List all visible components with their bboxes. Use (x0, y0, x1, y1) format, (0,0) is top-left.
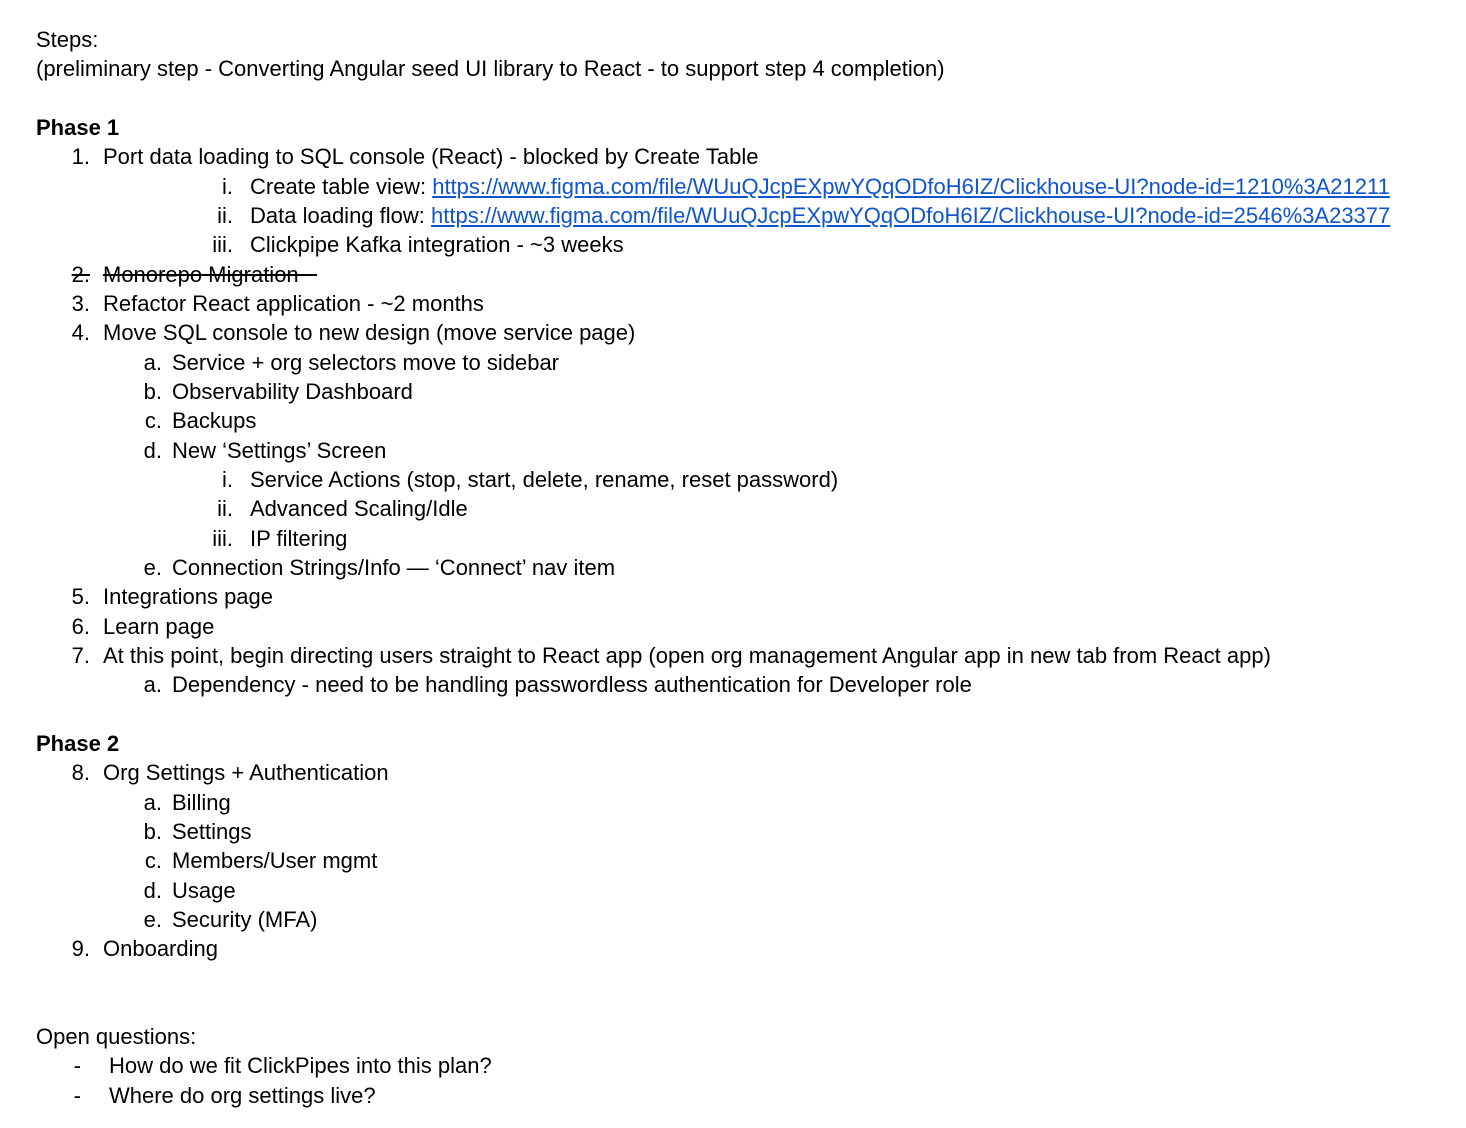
list-item (36, 201, 1436, 230)
blank-line (36, 964, 1436, 993)
list-item-text (250, 172, 1390, 201)
list-item (36, 377, 1436, 406)
list-marker: i. (222, 466, 233, 492)
list-marker: 2. (71, 261, 90, 287)
list-marker: c. (144, 848, 162, 874)
list-item-text (103, 289, 484, 318)
list-item (36, 172, 1436, 201)
list-item-text (172, 377, 413, 406)
list-item (36, 230, 1436, 259)
list-marker: a. (143, 789, 162, 815)
list-item-text (109, 1081, 376, 1110)
list-marker: 6. (71, 613, 90, 639)
section-heading (36, 113, 1436, 142)
list-marker: - (73, 1082, 81, 1108)
list-marker: d. (143, 877, 162, 903)
text-run: Members/User mgmt (172, 848, 378, 874)
text-run: Usage (172, 877, 236, 903)
list-marker: ii. (217, 202, 233, 228)
text-run: How do we fit ClickPipes into this plan? (109, 1053, 492, 1079)
text-run: Observability Dashboard (172, 378, 413, 404)
text-run: Onboarding (103, 936, 218, 962)
list-item (36, 436, 1436, 465)
text-run: Connection Strings/Info — ‘Connect’ nav item (172, 554, 616, 580)
list-item-text (172, 406, 256, 435)
list-item (36, 1081, 1436, 1110)
list-item-text (103, 318, 635, 347)
list-item (36, 876, 1436, 905)
list-item-text (103, 641, 1271, 670)
text-run: Dependency - need to be handling passwordless authentication for Developer role (172, 672, 972, 698)
list-item-text (172, 348, 559, 377)
text-run: Open questions: (36, 1024, 197, 1050)
list-item (36, 318, 1436, 347)
list-item-text (172, 905, 317, 934)
list-item-text (172, 436, 386, 465)
list-marker: e. (143, 554, 162, 580)
text-run: Advanced Scaling/Idle (250, 496, 468, 522)
text-run: At this point, begin directing users straight to React app (open org management Angular app in new tab from React app) (103, 642, 1271, 668)
list-marker: 5. (71, 584, 90, 610)
list-item (36, 142, 1436, 171)
list-marker: 7. (71, 642, 90, 668)
list-item-text (250, 230, 624, 259)
paragraph (36, 54, 1436, 83)
list-marker: 8. (71, 760, 90, 786)
figma-link[interactable]: https://www.figma.com/file/WUuQJcpEXpwYQqODfoH6IZ/Clickhouse-UI?node-id=1210%3A21211 (432, 173, 1390, 199)
text-run: Service Actions (stop, start, delete, rename, reset password) (250, 466, 839, 492)
list-item-text (103, 260, 317, 289)
figma-link[interactable]: https://www.figma.com/file/WUuQJcpEXpwYQqODfoH6IZ/Clickhouse-UI?node-id=2546%3A23377 (431, 202, 1391, 228)
list-item (36, 1051, 1436, 1080)
text-run: Clickpipe Kafka integration - ~3 weeks (250, 232, 624, 258)
list-item (36, 524, 1436, 553)
list-item (36, 905, 1436, 934)
text-run: Backups (172, 408, 257, 434)
text-run: Phase 1 (36, 114, 120, 140)
list-marker: - (73, 1053, 81, 1079)
list-marker: 1. (71, 144, 90, 170)
list-item-text (103, 934, 218, 963)
list-item-text (103, 142, 758, 171)
list-marker: c. (144, 408, 162, 434)
list-marker: iii. (212, 525, 233, 551)
text-run: (preliminary step - Converting Angular seed UI library to React - to support step 4 completion) (36, 56, 945, 82)
list-item-text (172, 817, 252, 846)
list-item-text (172, 876, 236, 905)
list-item-text (250, 201, 1390, 230)
list-marker: i. (222, 173, 233, 199)
list-item (36, 934, 1436, 963)
text-run: Billing (172, 789, 231, 815)
list-marker: d. (143, 437, 162, 463)
list-item-text (172, 788, 231, 817)
list-marker: b. (143, 818, 162, 844)
list-marker: 3. (71, 290, 90, 316)
text-run: Where do org settings live? (109, 1082, 376, 1108)
text-run: IP filtering (250, 525, 348, 551)
list-item-text (172, 670, 972, 699)
text-run: Data loading flow: (250, 202, 431, 228)
text-run: New ‘Settings’ Screen (172, 437, 387, 463)
blank-line (36, 84, 1436, 113)
list-marker: ii. (217, 496, 233, 522)
section-heading (36, 729, 1436, 758)
list-item-text (172, 846, 377, 875)
list-item-text (109, 1051, 492, 1080)
list-item-text (103, 758, 389, 787)
list-item (36, 612, 1436, 641)
text-run: Move SQL console to new design (move service page) (103, 320, 636, 346)
text-run: Refactor React application - ~2 months (103, 290, 484, 316)
list-item (36, 553, 1436, 582)
text-run: Monorepo Migration (103, 261, 317, 287)
list-marker: e. (143, 906, 162, 932)
list-marker: a. (143, 672, 162, 698)
list-marker: 9. (71, 936, 90, 962)
struck-list-item (36, 260, 1436, 289)
list-item-text (250, 494, 468, 523)
text-run: Learn page (103, 613, 215, 639)
paragraph (36, 1022, 1436, 1051)
list-marker: b. (143, 378, 162, 404)
list-marker: a. (143, 349, 162, 375)
blank-line (36, 993, 1436, 1022)
list-marker: 4. (71, 320, 90, 346)
list-item (36, 670, 1436, 699)
list-item (36, 465, 1436, 494)
paragraph (36, 25, 1436, 54)
list-item (36, 788, 1436, 817)
list-item-text (103, 612, 214, 641)
list-item-text (172, 553, 615, 582)
text-run: Security (MFA) (172, 906, 318, 932)
list-item (36, 406, 1436, 435)
list-marker: iii. (212, 232, 233, 258)
text-run: Steps: (36, 27, 99, 52)
text-run: Create table view: (250, 173, 433, 199)
list-item (36, 289, 1436, 318)
list-item (36, 494, 1436, 523)
list-item-text (250, 465, 838, 494)
list-item (36, 641, 1436, 670)
list-item (36, 348, 1436, 377)
list-item (36, 582, 1436, 611)
blank-line (36, 700, 1436, 729)
list-item (36, 846, 1436, 875)
text-run: Integrations page (103, 584, 274, 610)
text-run: Port data loading to SQL console (React) - blocked by Create Table (103, 144, 759, 170)
list-item-text (103, 582, 273, 611)
text-run: Service + org selectors move to sidebar (172, 349, 560, 375)
text-run: Settings (172, 818, 252, 844)
list-item-text (250, 524, 347, 553)
text-run: Phase 2 (36, 730, 120, 756)
list-item (36, 758, 1436, 787)
list-item (36, 817, 1436, 846)
text-run: Org Settings + Authentication (103, 760, 389, 786)
